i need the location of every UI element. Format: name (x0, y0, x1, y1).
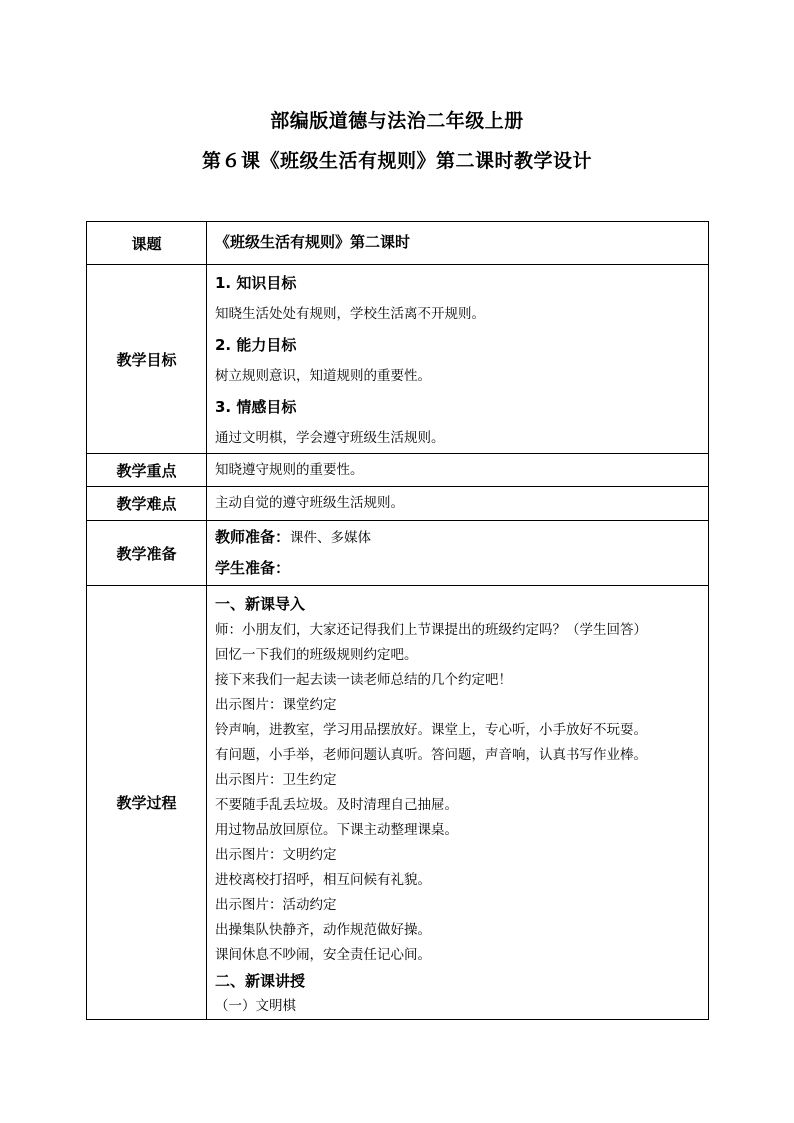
objectives-label: 教学目标 (87, 265, 207, 454)
process-subsection-civility-chess: （一）文明棋 (215, 998, 296, 1014)
difficulty-label: 教学难点 (87, 487, 207, 521)
objectives-content (207, 265, 709, 454)
table-row-preparation (87, 521, 709, 586)
objective-heading-emotion: 3. 情感目标 (215, 398, 297, 416)
objective-heading-knowledge: 1. 知识目标 (215, 274, 297, 292)
process-label: 教学过程 (87, 586, 207, 1020)
key-point-label: 教学重点 (87, 454, 207, 487)
process-line: 师：小朋友们，大家还记得我们上节课提出的班级约定吗？（学生回答） (215, 622, 647, 638)
difficulty-value: 主动自觉的遵守班级生活规则。 (207, 487, 709, 521)
process-line: 出操集队快静齐，动作规范做好操。 (215, 922, 431, 938)
objective-text-emotion: 通过文明棋，学会遵守班级生活规则。 (215, 430, 445, 446)
student-preparation-label: 学生准备： (215, 559, 291, 577)
objective-heading-ability: 2. 能力目标 (215, 336, 297, 354)
process-line: 不要随手乱丢垃圾。及时清理自己抽屉。 (215, 797, 458, 813)
table-row-process (87, 586, 709, 1020)
process-line: 出示图片：文明约定 (215, 847, 337, 863)
topic-text: 《班级生活有规则》第二课时 (215, 233, 411, 251)
preparation-label: 教学准备 (87, 521, 207, 586)
process-line: 接下来我们一起去读一读老师总结的几个约定吧！ (215, 672, 512, 688)
process-section-new-lesson: 二、新课讲授 (215, 972, 306, 990)
teacher-preparation (215, 522, 704, 553)
process-line: 出示图片：活动约定 (215, 897, 337, 913)
table-row-key-point (87, 454, 709, 487)
process-line: 课间休息不吵闹，安全责任记心间。 (215, 947, 431, 963)
process-line: 铃声响，进教室，学习用品摆放好。课堂上，专心听，小手放好不玩耍。 (215, 722, 647, 738)
table-row-objectives (87, 265, 709, 454)
topic-value (207, 222, 709, 265)
objective-text-knowledge: 知晓生活处处有规则，学校生活离不开规则。 (215, 306, 485, 322)
topic-label: 课题 (87, 222, 207, 265)
document-title-line-1: 部编版道德与法治二年级上册 (270, 110, 524, 132)
teacher-preparation-value: 课件、多媒体 (290, 530, 372, 546)
process-section-intro: 一、新课导入 (215, 595, 306, 613)
process-line: 出示图片：课堂约定 (215, 697, 337, 713)
process-line: 回忆一下我们的班级规则约定吧。 (215, 647, 418, 663)
key-point-value: 知晓遵守规则的重要性。 (207, 454, 709, 487)
process-content (207, 586, 709, 1020)
student-preparation (215, 553, 704, 584)
objective-text-ability: 树立规则意识，知道规则的重要性。 (215, 368, 431, 384)
preparation-content (207, 521, 709, 586)
process-line: 进校离校打招呼，相互问候有礼貌。 (215, 872, 431, 888)
process-line: 用过物品放回原位。下课主动整理课桌。 (215, 822, 458, 838)
document-title-line-2: 第６课《班级生活有规则》第二课时教学设计 (201, 150, 592, 172)
process-intro-lines (215, 618, 704, 968)
process-line: 有问题，小手举，老师问题认真听。答问题，声音响，认真书写作业棒。 (215, 747, 647, 763)
table-row-topic (87, 222, 709, 265)
teacher-preparation-label: 教师准备： (215, 528, 291, 546)
table-row-difficulty (87, 487, 709, 521)
process-line: 出示图片：卫生约定 (215, 772, 337, 788)
lesson-plan-table (86, 221, 709, 1020)
